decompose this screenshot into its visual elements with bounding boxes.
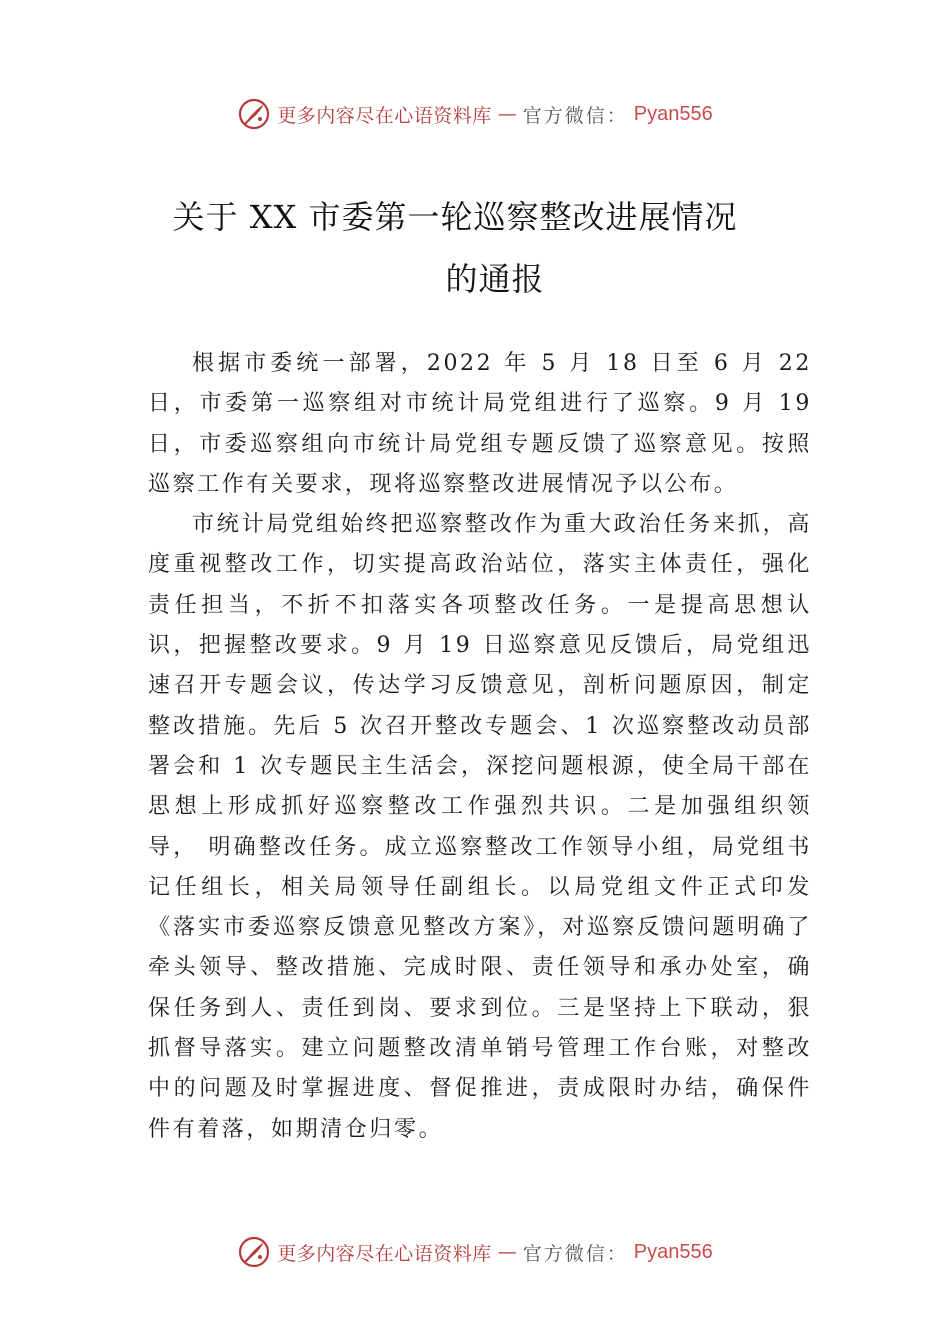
watermark-text: 更多内容尽在心语资料库 <box>277 1242 492 1265</box>
title-line-2: 的通报 <box>445 260 545 298</box>
feather-pen-seal-icon <box>237 97 271 131</box>
watermark-banner-top <box>0 94 950 134</box>
watermark-separator: — <box>497 1241 517 1263</box>
watermark-wechat-id: Pyan556 <box>633 102 713 125</box>
feather-pen-seal-icon <box>237 1235 271 1269</box>
paragraph-progress: 市统计局党组始终把巡察整改作为重大政治任务来抓，高度重视整改工作，切实提高政治站位，落实主体责任，强化责任担当，不折不扣落实各项整改任务。一是提高思想认识，把握整改要求。9 月 19 日巡察意见反馈后，局党组迅速召开专题会议，传达学习反馈意见，剖析问题原因，制定整改措施。先后 5 次召开整改专题会、1 次巡察整改动员部署会和 1 次专题民主生活会，深挖问题根源，使全局干部在思想上形成抓好巡察整改工作强烈共识。二是加强组织领导， 明确整改任务。成立巡察整改工作领导小组，局党组书记任组长，相关局领导任副组长。以局党组文件正式印发《落实市委巡察反馈意见整改方案》，对巡察反馈问题明确了牵头领导、整改措施、完成时限、责任领导和承办处室，确保任务到人、责任到岗、要求到位。三是坚持上下联动，狠抓督导落实。建立问题整改清单销号管理工作台账，对整改中的问题及时掌握进度、督促推进，责成限时办结，确保件件有着落，如期清仓归零。 <box>148 512 812 1142</box>
document-body <box>148 344 812 1150</box>
document-title <box>0 186 950 310</box>
title-line-1: 关于 XX 市委第一轮巡察整改进展情况 <box>172 198 738 236</box>
watermark-separator: — <box>497 103 517 125</box>
watermark-wechat-label: 官方微信： <box>522 104 628 127</box>
watermark-wechat-id: Pyan556 <box>633 1240 713 1263</box>
watermark-banner-bottom <box>0 1232 950 1272</box>
watermark-wechat-label: 官方微信： <box>522 1242 628 1265</box>
paragraph-intro: 根据市委统一部署，2022 年 5 月 18 日至 6 月 22 日，市委第一巡察组对市统计局党组进行了巡察。9 月 19 日，市委巡察组向市统计局党组专题反馈了巡察意见。按照巡察工作有关要求，现将巡察整改进展情况予以公布。 <box>148 351 812 497</box>
watermark-text: 更多内容尽在心语资料库 <box>277 104 492 127</box>
